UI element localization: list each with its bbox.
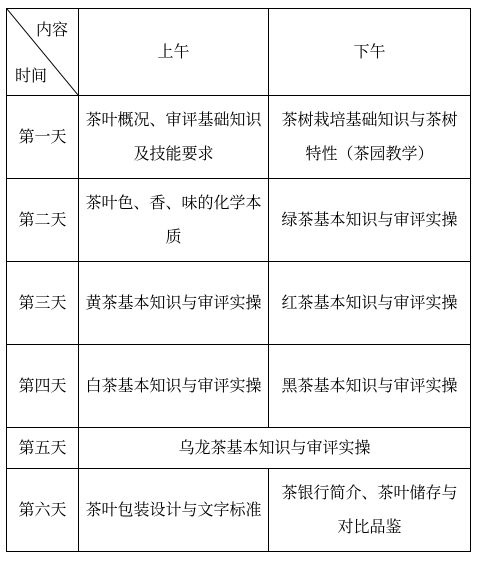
afternoon-session: 茶树栽培基础知识与茶树特性（茶园教学）: [269, 96, 471, 179]
table-row: [7, 96, 471, 179]
header-corner-cell: [7, 9, 79, 96]
header-row: [7, 9, 471, 96]
corner-label-time: 时间: [15, 66, 48, 85]
morning-session: 白茶基本知识与审评实操: [79, 345, 269, 428]
column-header-afternoon: 下午: [269, 9, 471, 96]
morning-session: 茶叶概况、审评基础知识及技能要求: [79, 96, 269, 179]
day-label: 第三天: [7, 262, 79, 345]
day-label: 第四天: [7, 345, 79, 428]
day-label: 第二天: [7, 179, 79, 262]
morning-session: 黄茶基本知识与审评实操: [79, 262, 269, 345]
table-row: [7, 469, 471, 552]
day-label: 第六天: [7, 469, 79, 552]
column-header-morning: 上午: [79, 9, 269, 96]
afternoon-session: 茶银行简介、茶叶储存与对比品鉴: [269, 469, 471, 552]
table-row: [7, 428, 471, 469]
table-row: [7, 179, 471, 262]
day-label: 第一天: [7, 96, 79, 179]
afternoon-session: 绿茶基本知识与审评实操: [269, 179, 471, 262]
morning-session: 茶叶包装设计与文字标准: [79, 469, 269, 552]
day-label: 第五天: [7, 428, 79, 469]
morning-session: 茶叶色、香、味的化学本质: [79, 179, 269, 262]
corner-label-content: 内容: [35, 20, 68, 39]
table-row: [7, 345, 471, 428]
table-row: [7, 262, 471, 345]
full-day-session: 乌龙茶基本知识与审评实操: [79, 428, 471, 469]
afternoon-session: 红茶基本知识与审评实操: [269, 262, 471, 345]
schedule-table: [6, 8, 471, 552]
afternoon-session: 黑茶基本知识与审评实操: [269, 345, 471, 428]
